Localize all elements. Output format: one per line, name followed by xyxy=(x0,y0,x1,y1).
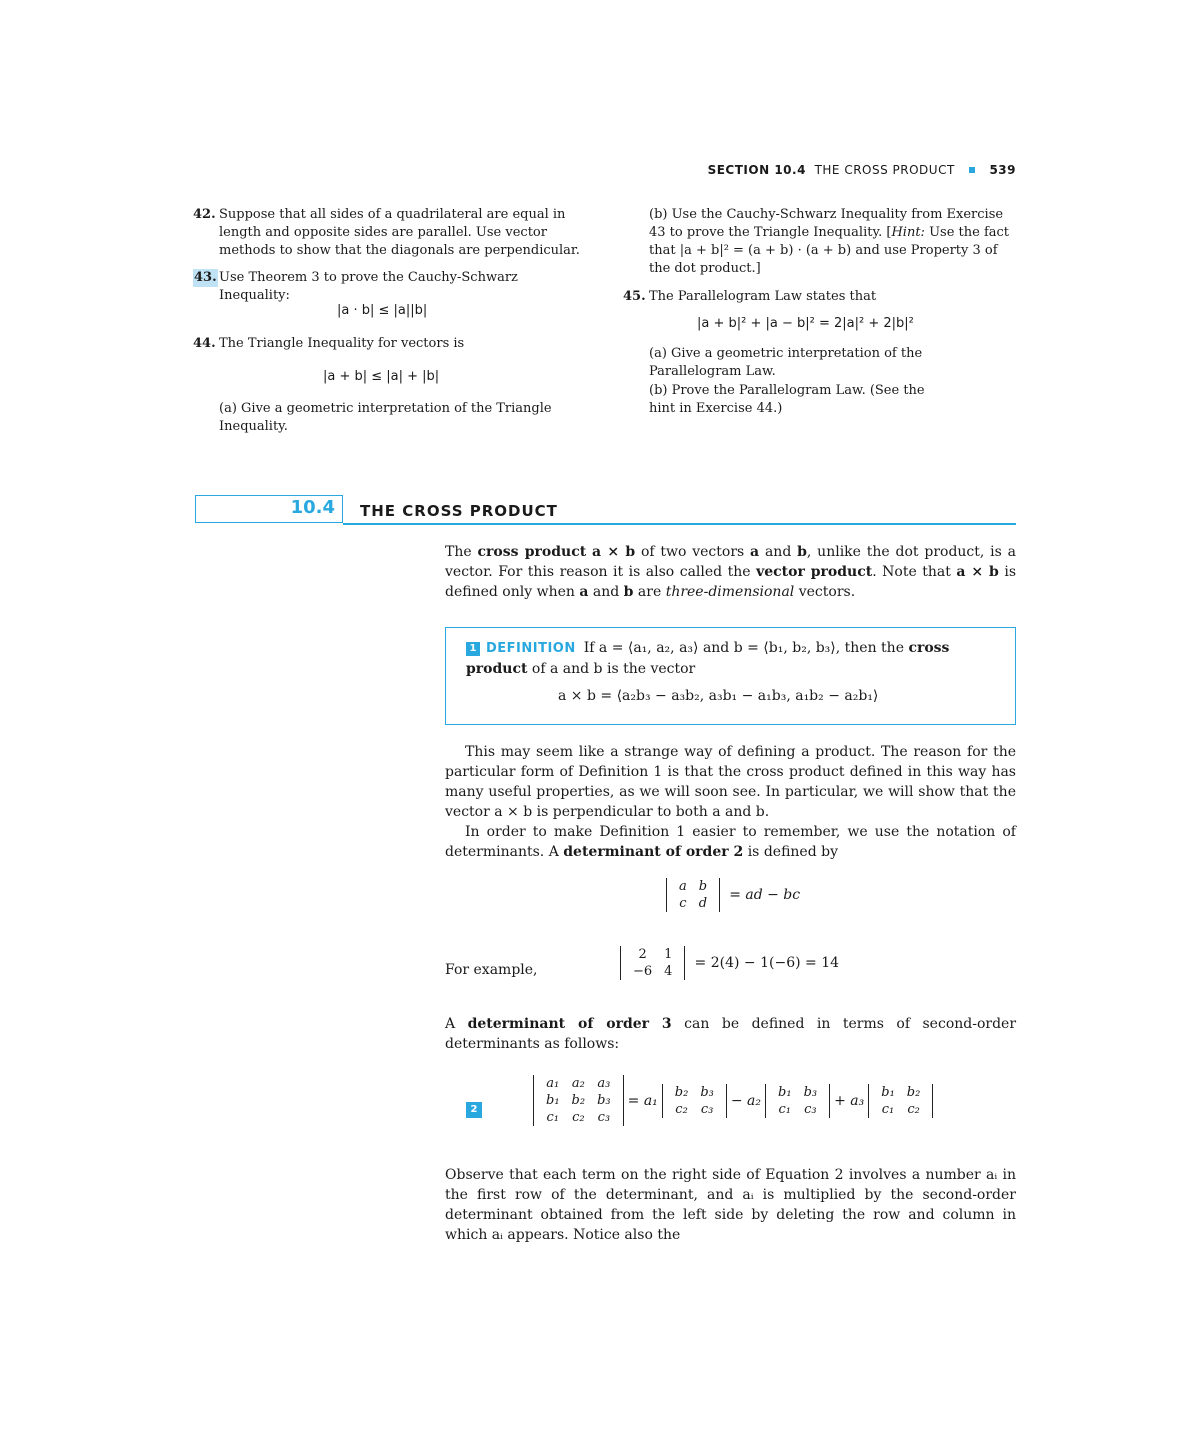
parallelogram-law-formula: |a + b|² + |a − b|² = 2|a|² + 2|b|² xyxy=(697,316,914,331)
hint-text: Use the fact that |a + b|² = (a + b) · (a + b) and use Property 3 of the dot product.] xyxy=(649,225,1010,276)
definition-label: DEFINITION xyxy=(486,641,576,656)
paragraph-5: Observe that each term on the right side of Equation 2 involves a number aᵢ in the first row of the determinant, and aᵢ is multiplied by the second-order determinant obtained from the left side by deleting the row and column in which aᵢ appears. Notice also the xyxy=(445,1167,1016,1243)
header-section: SECTION 10.4 xyxy=(707,163,806,177)
hint-label: Hint: xyxy=(891,225,925,240)
section-title: THE CROSS PRODUCT xyxy=(360,502,558,520)
exercise-text: The Triangle Inequality for vectors is xyxy=(219,336,465,351)
header-title: THE CROSS PRODUCT xyxy=(814,163,955,177)
section-rule xyxy=(343,523,1016,525)
bracket: [ xyxy=(886,225,892,240)
paragraph-4: A determinant of order 3 can be defined in terms of second-order determinants as follows: xyxy=(445,1016,1017,1052)
paragraph-2: This may seem like a strange way of defining a product. The reason for the particular form of Definition 1 is that the cross product defined in this way has many useful properties, as we will soon see. In particular, we will show that the vector a × b is perpendicular to both a and b. xyxy=(445,744,1016,820)
square-bullet-icon xyxy=(969,167,975,173)
exercise-44a: (a) Give a geometric interpretation of the Triangle Inequality. xyxy=(219,401,552,434)
example-rhs: = 2(4) − 1(−6) = 14 xyxy=(694,955,840,971)
exercise-number: 44. xyxy=(193,336,216,351)
definition-badge: 1 xyxy=(466,642,480,656)
exercise-42 xyxy=(193,206,588,260)
det2-rhs: = ad − bc xyxy=(729,887,801,903)
paragraph-3: In order to make Definition 1 easier to remember, we use the notation of determinants. A determinant of order 2 is defined by xyxy=(445,824,1016,860)
exercise-text: Suppose that all sides of a quadrilateral are equal in length and opposite sides are parallel. Use vector methods to show that the diagonals are perpendicular. xyxy=(219,207,580,258)
page-number: 539 xyxy=(989,163,1016,177)
example-label: For example, xyxy=(445,962,538,978)
exercise-45 xyxy=(623,288,1018,306)
minor-2: b₁ b₃ c₁ c₃ xyxy=(765,1084,830,1118)
det2-definition xyxy=(666,878,804,912)
triangle-inequality-formula: |a + b| ≤ |a| + |b| xyxy=(323,369,440,384)
cauchy-schwarz-formula: |a · b| ≤ |a||b| xyxy=(337,303,428,318)
example-determinant xyxy=(620,946,843,980)
exercise-44b-text: (b) Use the Cauchy-Schwarz Inequality from Exercise 43 to prove the Triangle Inequality. xyxy=(649,207,1004,240)
exercise-43 xyxy=(193,269,588,305)
term-cross-product: cross product xyxy=(477,544,587,560)
intro-paragraph: The cross product a × b of two vectors a and b, unlike the dot product, is a vector. For this reason it is also called the vector product. Note that a × b is defined only when a and b are three-dimensional vectors. xyxy=(445,544,1017,600)
det2-matrix: a b c d xyxy=(666,878,720,912)
definition-text: 1 DEFINITION If a = ⟨a₁, a₂, a₃⟩ and b = ⟨b₁, b₂, b₃⟩, then the cross product of a and b is the vector xyxy=(466,640,950,677)
running-header xyxy=(708,163,1016,177)
exercise-45a: (a) Give a geometric interpretation of the Parallelogram Law. xyxy=(649,346,923,379)
example-matrix: 2 1 −6 4 xyxy=(620,946,685,980)
exercise-44b xyxy=(649,206,1017,278)
exercise-44 xyxy=(193,335,588,353)
exercise-45b: (b) Prove the Parallelogram Law. (See the hint in Exercise 44.) xyxy=(649,383,925,416)
equation-2-badge: 2 xyxy=(466,1102,482,1118)
definition-formula: a × b = ⟨a₂b₃ − a₃b₂, a₃b₁ − a₁b₃, a₁b₂ − a₂b₁⟩ xyxy=(558,688,879,704)
det3-matrix: a₁ a₂ a₃ b₁ b₂ b₃ c₁ c₂ c₃ xyxy=(533,1075,624,1126)
exercise-text: Use Theorem 3 to prove the Cauchy-Schwarz Inequality: xyxy=(219,270,518,303)
exercise-number-highlighted[interactable]: 43. xyxy=(194,270,217,285)
exercise-text: The Parallelogram Law states that xyxy=(649,289,877,304)
section-number: 10.4 xyxy=(290,497,335,518)
minor-1: b₂ b₃ c₂ c₃ xyxy=(662,1084,727,1118)
exercise-number: 45. xyxy=(623,289,646,304)
equation-2: a₁ a₂ a₃ b₁ b₂ b₃ c₁ c₂ c₃ = a₁ b₂ b₃ c₂ c₃ − a₂ b₁ b₃ c₁ c₃ + a₃ b₁ b₂ c₁ c₂ xyxy=(533,1075,933,1126)
exercise-number: 42. xyxy=(193,207,216,222)
term-vector-product: vector product xyxy=(756,564,873,580)
minor-3: b₁ b₂ c₁ c₂ xyxy=(868,1084,933,1118)
